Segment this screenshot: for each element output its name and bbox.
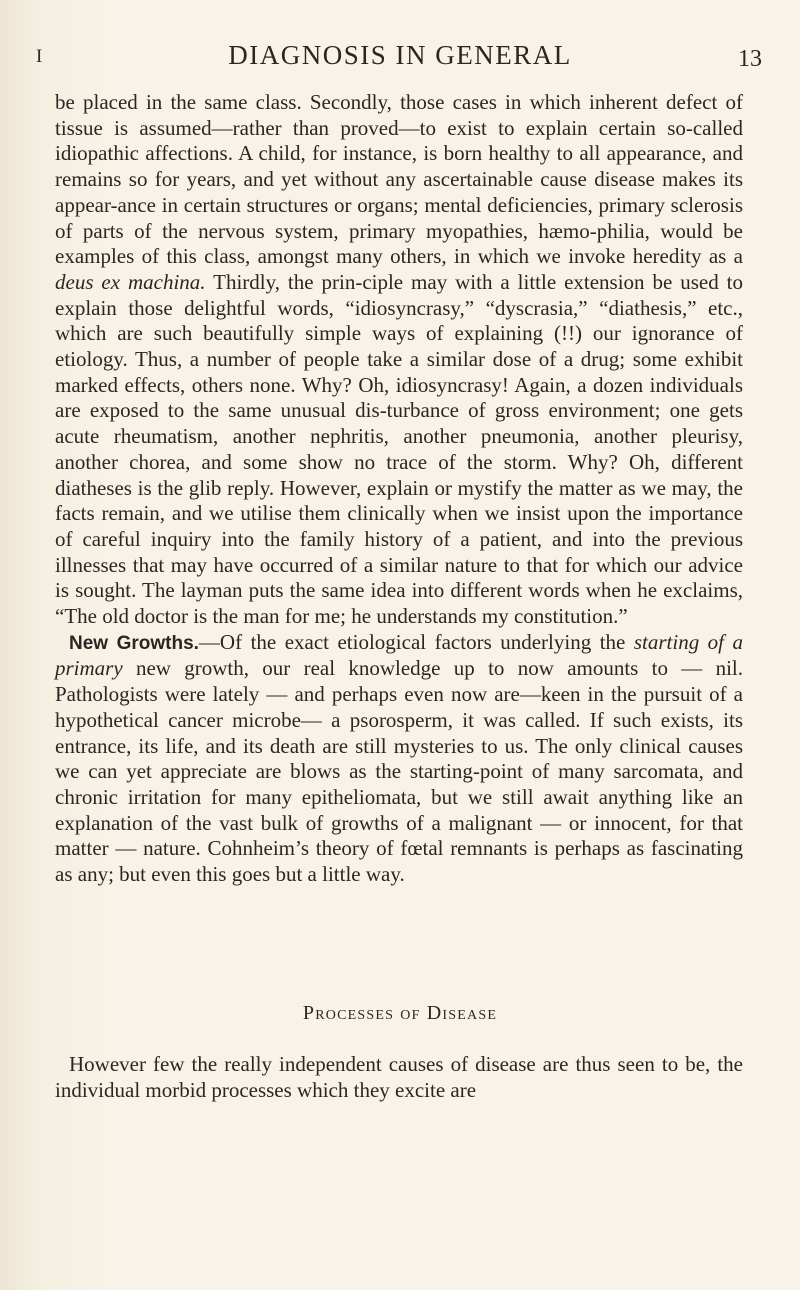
page-number: 13 xyxy=(738,46,762,72)
running-title: DIAGNOSIS IN GENERAL xyxy=(228,40,572,70)
side-heading-new-growths: New Growths. xyxy=(69,632,199,654)
section-heading-processes-of-disease: Processes of Disease xyxy=(302,1002,498,1024)
section-text xyxy=(55,1052,743,1103)
paragraph-heredity xyxy=(55,90,743,630)
italic-phrase-deus-ex-machina: deus ex machina. xyxy=(55,269,206,294)
paragraph-heredity-text-a: be placed in the same class. Secondly, those cases in which inherent defect of tissue is assumed—rather than proved—to exist to explain certain so-called idiopathic affections. A child, for instance, is born healthy to all appearance, and remains so for years, and yet without any ascertainable cause disease makes its appear-ance in certain structures or organs; mental deficiencies, primary sclerosis of parts of the nervous system, primary myopathies, hæmo-philia, would be examples of this class, amongst many others, in which we invoke heredity as a xyxy=(55,90,743,269)
italic-phrase-starting-primary: starting of a primary xyxy=(55,629,743,681)
main-text xyxy=(55,90,743,888)
paragraph-new-growths-text-a: —Of the exact etiological factors underlying the xyxy=(198,629,634,654)
paragraph-new-growths xyxy=(55,630,743,888)
paragraph-heredity-text-b: Thirdly, the prin-ciple may with a little extension be used to explain those delightful words, “idiosyncrasy,” “dyscrasia,” “diathesis,” etc., which are such beautifully simple ways of explaining (!!) our ignorance of etiology. Thus, a number of people take a similar dose of a drug; some exhibit marked effects, others none. Why? Oh, idiosyncrasy! Again, a dozen individuals are exposed to the same unusual dis-turbance of gross environment; one gets acute rheumatism, another nephritis, another pneumonia, another pleurisy, another chorea, and some show no trace of the storm. Why? Oh, different diatheses is the glib reply. However, explain or mystify the matter as we may, the facts remain, and we utilise them clinically when we insist upon the importance of careful inquiry into the family history of a patient, and into the previous illnesses that may have occurred of a similar nature to that for which our advice is sought. The layman puts the same idea into different words when he exclaims, “The old doctor is the man for me; he understands my constitution.” xyxy=(55,269,743,629)
page-header xyxy=(0,6,800,72)
paragraph-new-growths-text-b: new growth, our real knowledge up to now amounts to — nil. Pathologists were lately — and perhaps even now are—keen in the pursuit of a hypothetical cancer microbe— a psorosperm, it was called. If such exists, its entrance, its life, and its death are still mysteries to us. The only clinical causes we can yet appreciate are blows as the starting-point of many sarcomata, and chronic irritation for many epitheliomata, but we still await anything like an explanation of the vast bulk of growths of a malignant — or innocent, for that matter — nature. Cohnheim’s theory of fœtal remnants is perhaps as fascinating as any; but even this goes but a little way. xyxy=(55,656,743,887)
chapter-number: I xyxy=(36,46,44,67)
paragraph-processes: However few the really independent causes of disease are thus seen to be, the individual morbid processes which they excite are xyxy=(55,1052,743,1102)
